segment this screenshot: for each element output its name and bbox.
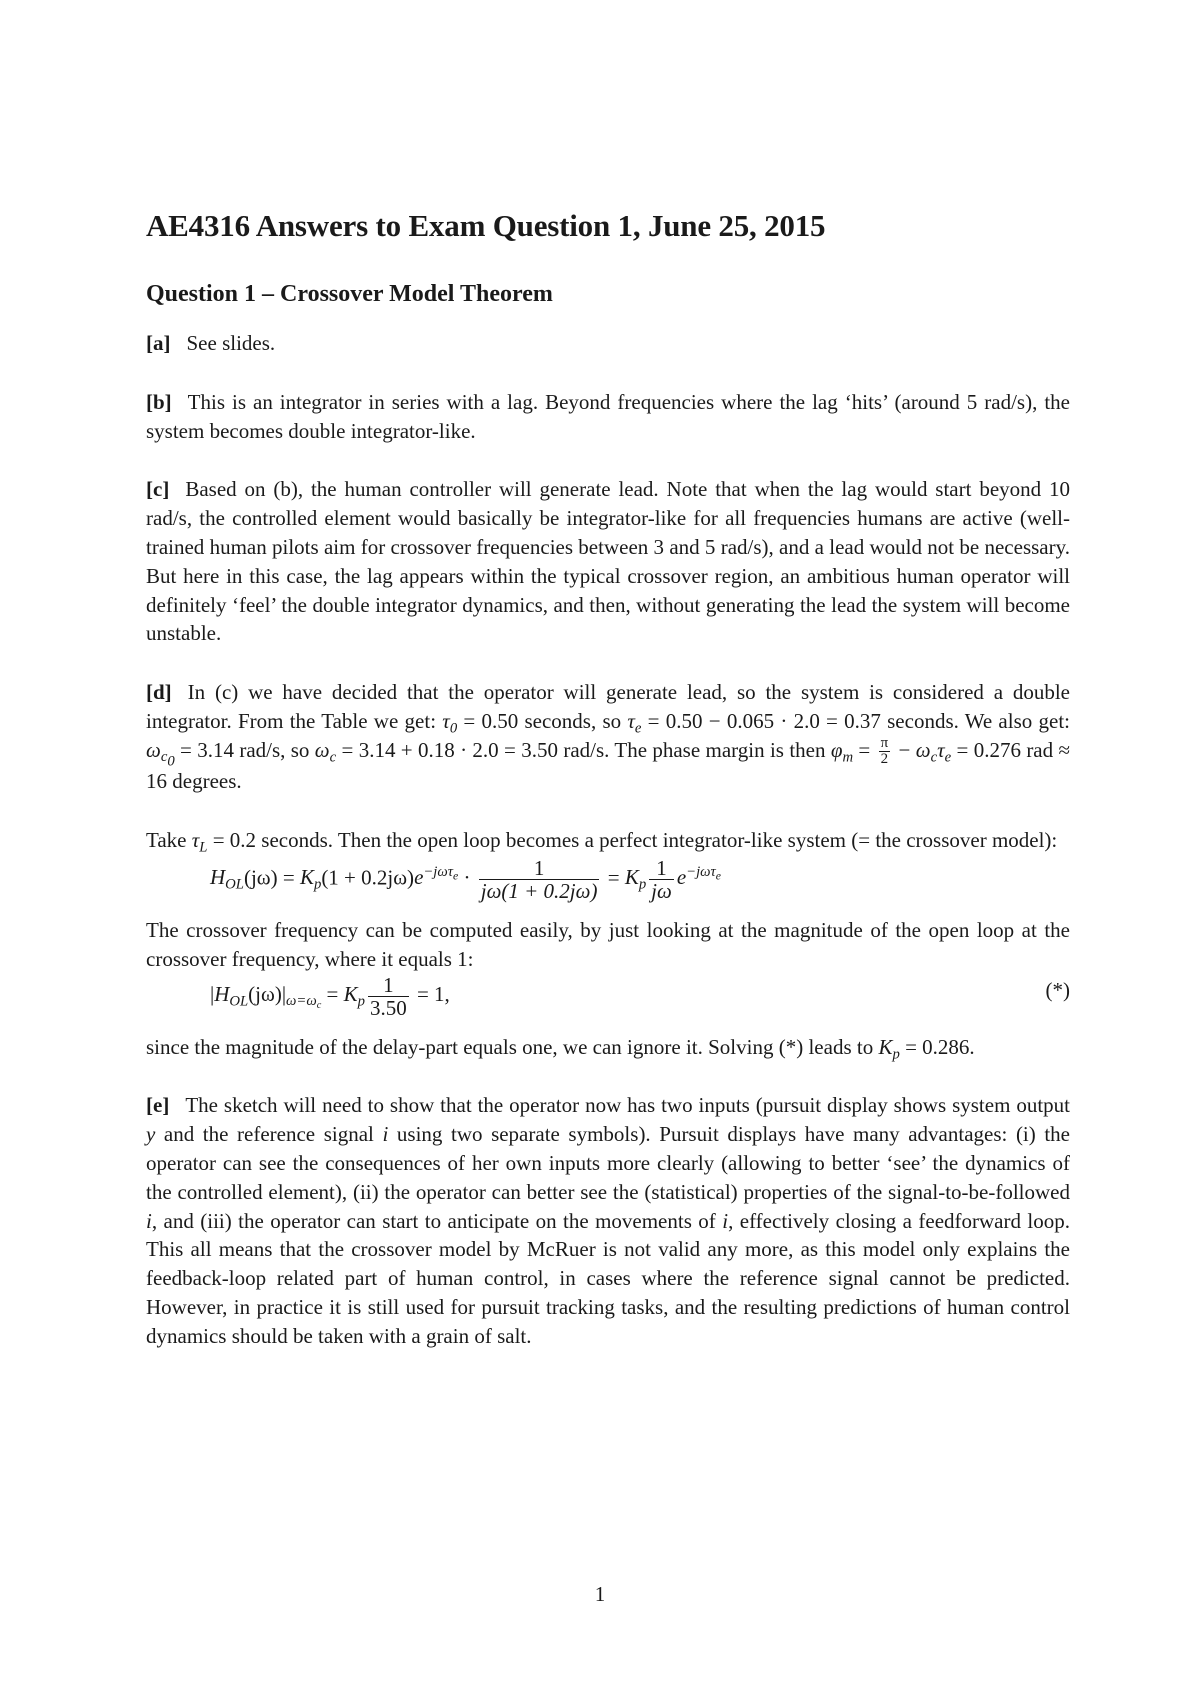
document-title: AE4316 Answers to Exam Question 1, June 25, 2015 — [146, 208, 826, 243]
answer-d-tag: [d] — [146, 680, 172, 705]
eq1-fraction-2: $\frac{1}{j\omega}$ — [651, 856, 672, 904]
answer-b — [146, 388, 1070, 446]
answer-d-text-4: = 3.14 rad/s, so — [174, 737, 315, 762]
take-tau-paragraph — [146, 826, 1070, 855]
answer-e: [e] The sketch will need to show that the operator now has two inputs (pursuit display shows system output y and the reference signal i using two separate symbols). Pursuit displays have many advantages: (i) the operator can see the consequences of her own inputs more clearly (allowing to better ‘see’ the dynamics of the controlled element), (ii) the operator can better see the (statistical) properties of the signal-to-be-followed i, and (iii) the operator can start to anticipate on the movements of i, effectively closing a feedforward loop. This all means that the crossover model by McRuer is not valid any more, as this model only explains the feedback-loop related part of human control, in cases where the reference signal cannot be predicted. However, in practice it is still used for pursuit tracking tasks, and the resulting predictions of human control dynamics should be taken with a grain of salt. — [146, 1093, 1070, 1348]
eq2-lhs: (jω)| — [248, 981, 287, 1006]
take-text-2: = 0.2 seconds. Then the open loop becomes a perfect integrator-like system (= the crossover model): — [207, 828, 1058, 853]
answer-a — [146, 329, 1070, 358]
magnitude-equation: $|H_{OL}(j\omega)|_{\omega=\omega_c} = K_p$ $\frac{1}{3.50}$ = 1, (*) — [210, 972, 1070, 1020]
phi-m-symbol: $\varphi_m$ — [830, 737, 854, 766]
eq1-lhs: (jω) = — [243, 865, 300, 890]
answer-d-text-5: = 3.14 + 0.18 · 2.0 = 3.50 rad/s. The phase margin is then — [336, 737, 831, 762]
section-heading: Question 1 – Crossover Model Theorem — [146, 281, 553, 307]
eq2-rhs: = 1, — [411, 981, 450, 1006]
take-text-1: Take — [146, 828, 192, 853]
equation-label: (*) — [1045, 977, 1070, 1002]
eq1-mid: (1 + 0.2jω) — [321, 865, 415, 890]
omega-c0-symbol: $\omega_{c_0}$ — [146, 737, 175, 770]
tau-e-symbol: $\tau_e$ — [627, 708, 642, 737]
answer-d-text-2: = 0.50 seconds, so — [457, 708, 628, 733]
page-number: 1 — [594, 1582, 606, 1606]
answer-b-text: This is an integrator in series with a lag. Beyond frequencies where the lag ‘hits’ (around 5 rad/s), the system becomes double integrator-like. — [146, 389, 1070, 443]
since-text-1: since the magnitude of the delay-part equals one, we can ignore it. Solving (*) leads to — [146, 1034, 879, 1059]
answer-d-text-6: = 0.276 rad ≈ 16 degrees. — [146, 737, 1071, 794]
answer-d-text-3: = 0.50 − 0.065 · 2.0 = 0.37 seconds. We also get: — [641, 708, 1070, 733]
answer-e-tag: [e] — [146, 1093, 170, 1118]
since-paragraph: since the magnitude of the delay-part equals one, we can ignore it. Solving (*) leads to $K_p = 0.286$. — [146, 1034, 975, 1063]
omega-c-symbol: $\omega_c$ — [314, 737, 337, 766]
open-loop-equation: $H_{OL}(j\omega) = K_p(1 + 0.2j\omega)e^{-j\omega\tau_e}$ · $\frac{1}{j\omega(1 + 0.2j\omega)}$ = $K_p$ $\frac{1}{j\omega}$ $e^{-j\omega\tau_e}$ — [210, 856, 722, 904]
answer-d: [d] In (c) we have decided that the operator will generate lead, so the system is considered a double integrator. From the Table we get: $\tau_0 = 0.50$ seconds, so $\tau_e = 0.50 - 0.065 \cdot 2.0 = 0.37$ seconds. We also get: $\omega_{c_0} = 3.14$ rad/s, so $\omega_c = 3.14 + 0.18 \cdot 2.0 = 3.50$ rad/s. The phase margin is then $\varphi_m$ = $\frac{\pi}{2}$ − $\omega_c\tau_e = 0.276$ rad ≈ 16 degrees. — [146, 680, 1071, 794]
answer-c — [146, 475, 1070, 648]
since-text-2: = 0.286. — [899, 1034, 975, 1059]
answer-d-text-1: In (c) we have decided that the operator will generate lead, so the system is considered a double integrator. From the Table we get: — [146, 680, 1070, 733]
eq1-fraction: $\frac{1}{j\omega(1 + 0.2j\omega)}$ — [480, 856, 598, 904]
answer-c-text: Based on (b), the human controller will generate lead. Note that when the lag would start beyond 10 rad/s, the controlled element would basically be integrator-like for all frequencies humans are active (well-trained human pilots aim for crossover frequencies between 3 and 5 rad/s), and a lead would not be necessary. But here in this case, the lag appears within the typical crossover region, an ambitious human operator will definitely ‘feel’ the double integrator dynamics, and then, without generating the lead the system will become unstable. — [146, 477, 1070, 646]
eq2-fraction: $\frac{1}{3.50}$ — [369, 972, 407, 1020]
answer-b-tag: [b] — [146, 389, 172, 414]
tau-l-symbol: $\tau_L$ — [191, 828, 208, 856]
answer-a-text: See slides. — [186, 331, 276, 355]
tau-0-symbol: $\tau_0$ — [442, 708, 458, 737]
answer-c-tag: [c] — [146, 477, 170, 502]
answer-a-tag: [a] — [146, 331, 171, 355]
pi-over-two: $\frac{\pi}{2}$ — [880, 735, 889, 768]
page-content — [146, 206, 1070, 1351]
crossover-paragraph: The crossover frequency can be computed easily, by just looking at the magnitude of the open loop at the crossover frequency, where it equals 1: — [146, 918, 1070, 971]
